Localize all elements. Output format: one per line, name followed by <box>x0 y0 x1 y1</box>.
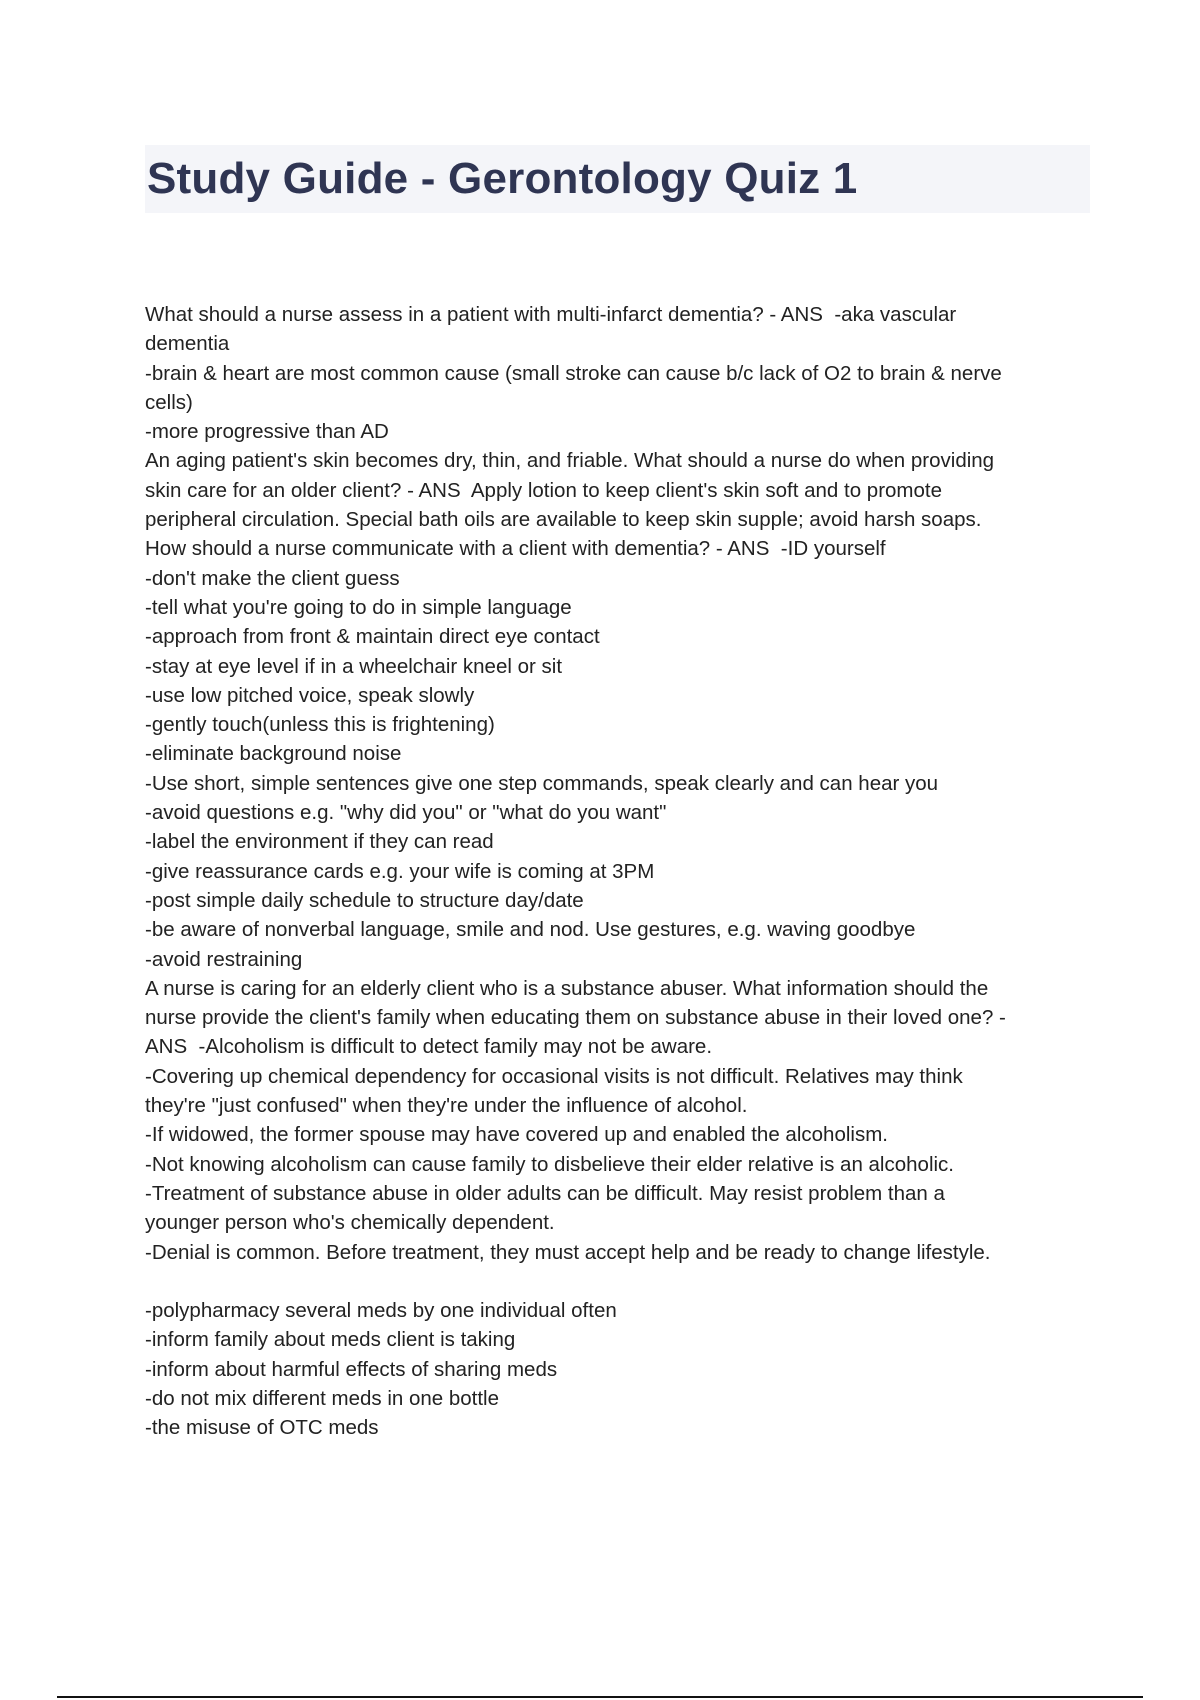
text-line: -tell what you're going to do in simple language <box>145 595 572 619</box>
text-line: -inform family about meds client is taking <box>145 1328 516 1352</box>
text-line: -Covering up chemical dependency for occasional visits is not difficult. Relatives may think <box>145 1064 963 1088</box>
text-line: -do not mix different meds in one bottle <box>145 1386 500 1410</box>
footer-divider <box>57 1696 1143 1698</box>
text-line: skin care for an older client? - ANS Apply lotion to keep client's skin soft and to promote <box>145 478 942 502</box>
text-line: -approach from front & maintain direct eye contact <box>145 625 600 649</box>
text-line: -avoid restraining <box>145 947 303 971</box>
text-line: nurse provide the client's family when educating them on substance abuse in their loved one? - <box>145 1006 1006 1030</box>
text-line: cells) <box>145 390 193 414</box>
text-line: -gently touch(unless this is frightening) <box>145 713 495 737</box>
text-line: -more progressive than AD <box>145 420 389 444</box>
text-line: -be aware of nonverbal language, smile and nod. Use gestures, e.g. waving goodbye <box>145 918 916 942</box>
text-line: -brain & heart are most common cause (small stroke can cause b/c lack of O2 to brain & nerve <box>145 361 1002 385</box>
text-line: -the misuse of OTC meds <box>145 1416 379 1440</box>
text-line: -use low pitched voice, speak slowly <box>145 683 475 707</box>
page-title: Study Guide - Gerontology Quiz 1 <box>147 154 858 203</box>
text-line: -post simple daily schedule to structure day/date <box>145 888 584 912</box>
text-line: -label the environment if they can read <box>145 830 494 854</box>
text-line: -Use short, simple sentences give one step commands, speak clearly and can hear you <box>145 771 939 795</box>
text-line: -avoid questions e.g. "why did you" or "what do you want" <box>145 801 667 825</box>
text-line: -stay at eye level if in a wheelchair kneel or sit <box>145 654 563 678</box>
text-line: How should a nurse communicate with a client with dementia? - ANS -ID yourself <box>145 537 886 561</box>
text-line: An aging patient's skin becomes dry, thin, and friable. What should a nurse do when providing <box>145 449 995 473</box>
text-line: -Treatment of substance abuse in older adults can be difficult. May resist problem than a <box>145 1181 945 1205</box>
text-line: A nurse is caring for an elderly client who is a substance abuser. What information should the <box>145 976 989 1000</box>
text-line: What should a nurse assess in a patient with multi-infarct dementia? - ANS -aka vascular <box>145 303 957 326</box>
text-line: -don't make the client guess <box>145 566 400 590</box>
text-line: they're "just confused" when they're under the influence of alcohol. <box>145 1094 748 1118</box>
text-line: -If widowed, the former spouse may have covered up and enabled the alcoholism. <box>145 1123 888 1147</box>
text-line: peripheral circulation. Special bath oils are available to keep skin supple; avoid harsh soaps. <box>145 508 982 532</box>
text-line: younger person who's chemically dependent. <box>145 1211 555 1235</box>
paragraph-break <box>145 1267 1090 1296</box>
text-line: dementia <box>145 332 230 356</box>
title-band <box>145 145 1090 213</box>
text-line: -Not knowing alcoholism can cause family to disbelieve their elder relative is an alcoholic. <box>145 1152 954 1176</box>
text-block-polypharmacy <box>145 1296 1090 1442</box>
text-line: -inform about harmful effects of sharing meds <box>145 1357 558 1381</box>
text-line: -Denial is common. Before treatment, they must accept help and be ready to change lifestyle. <box>145 1240 991 1264</box>
text-line: -polypharmacy several meds by one individual often <box>145 1299 617 1323</box>
text-line: -eliminate background noise <box>145 742 402 766</box>
text-line: -give reassurance cards e.g. your wife is coming at 3PM <box>145 859 655 883</box>
text-line: ANS -Alcoholism is difficult to detect family may not be aware. <box>145 1035 713 1059</box>
text-block-main <box>145 300 1090 1267</box>
study-guide-body <box>145 300 1090 1443</box>
